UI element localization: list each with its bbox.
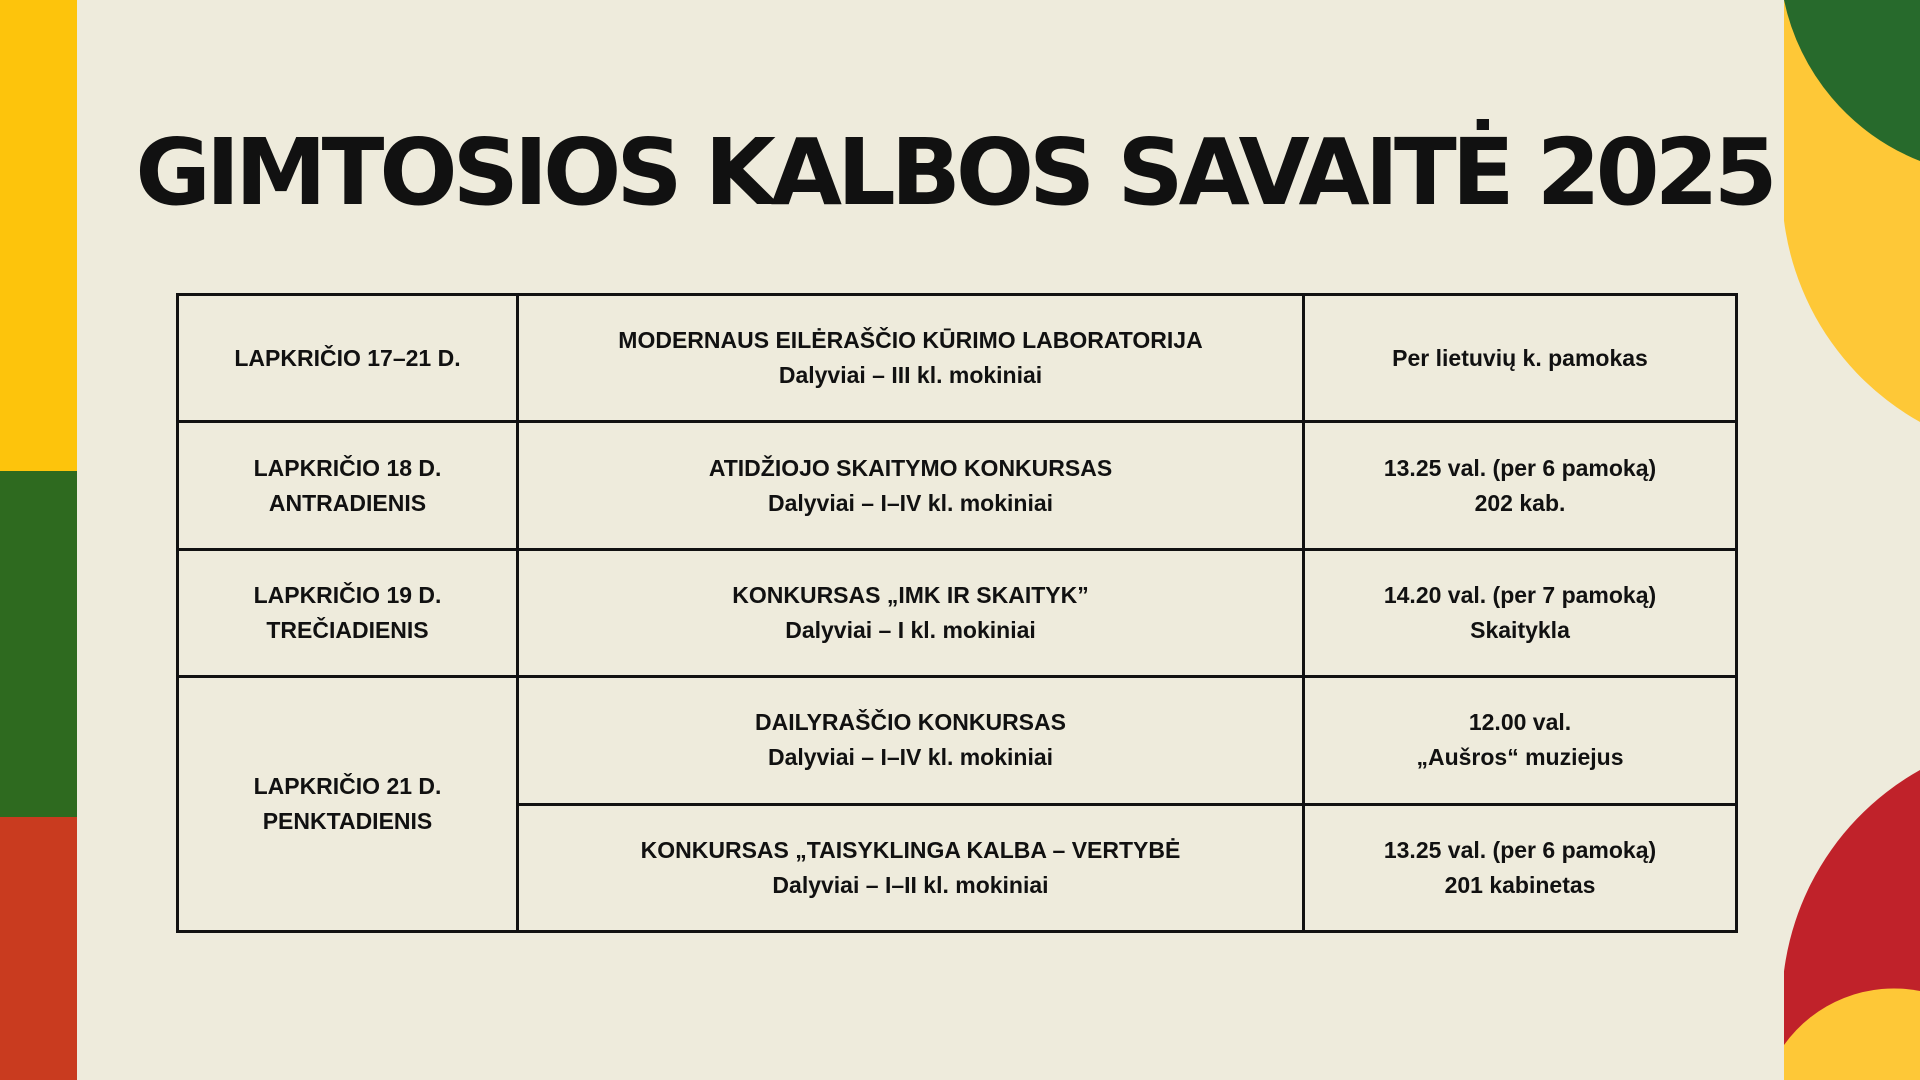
event-participants: Dalyviai – I kl. mokiniai [785,616,1036,643]
event-time: 14.20 val. (per 7 pamoką) [1383,581,1657,608]
table-row [178,677,1737,804]
event-name: KONKURSAS „TAISYKLINGA KALBA – VERTYBĖ [640,836,1181,863]
event-name: DAILYRAŠČIO KONKURSAS [755,709,1066,736]
table-row [178,295,1737,422]
time-place-cell [1304,804,1737,931]
schedule-table [176,293,1738,933]
flag-stripe-yellow [0,0,77,471]
event-cell [518,549,1304,676]
event-place: 202 kab. [1474,489,1566,516]
event-cell [518,677,1304,804]
event-name: KONKURSAS „IMK IR SKAITYK” [732,581,1089,608]
time-place-cell [1304,295,1737,422]
event-time: 13.25 val. (per 6 pamoką) [1383,454,1657,481]
event-cell [518,295,1304,422]
page-title: GIMTOSIOS KALBOS SAVAITĖ 2025 [135,119,1773,226]
date-cell [178,295,518,422]
date-cell [178,549,518,676]
date-text: LAPKRIČIO 18 D. [253,454,442,481]
table-row [178,549,1737,676]
flag-stripe-green [0,471,77,817]
event-name: MODERNAUS EILĖRAŠČIO KŪRIMO LABORATORIJA [618,327,1203,354]
date-cell [178,422,518,549]
time-place-cell [1304,549,1737,676]
weekday-text: PENKTADIENIS [262,808,433,835]
weekday-text: TREČIADIENIS [266,616,429,643]
event-time: 12.00 val. [1468,709,1572,736]
event-place: Per lietuvių k. pamokas [1392,344,1648,371]
weekday-text: ANTRADIENIS [268,489,427,516]
event-participants: Dalyviai – III kl. mokiniai [778,362,1043,389]
event-cell [518,804,1304,931]
event-cell [518,422,1304,549]
flag-stripe-red [0,817,77,1080]
event-participants: Dalyviai – I–IV kl. mokiniai [767,489,1054,516]
date-text: LAPKRIČIO 21 D. [253,773,442,800]
time-place-cell [1304,677,1737,804]
event-name: ATIDŽIOJO SKAITYMO KONKURSAS [708,454,1113,481]
event-time: 13.25 val. (per 6 pamoką) [1383,836,1657,863]
event-participants: Dalyviai – I–II kl. mokiniai [772,871,1049,898]
event-place: Skaitykla [1470,616,1570,643]
event-participants: Dalyviai – I–IV kl. mokiniai [767,744,1054,771]
date-cell [178,677,518,932]
time-place-cell [1304,422,1737,549]
event-place: 201 kabinetas [1444,871,1596,898]
event-place: „Aušros“ muziejus [1416,744,1624,771]
date-text: LAPKRIČIO 19 D. [253,581,442,608]
date-text: LAPKRIČIO 17–21 D. [234,344,461,371]
table-row [178,422,1737,549]
